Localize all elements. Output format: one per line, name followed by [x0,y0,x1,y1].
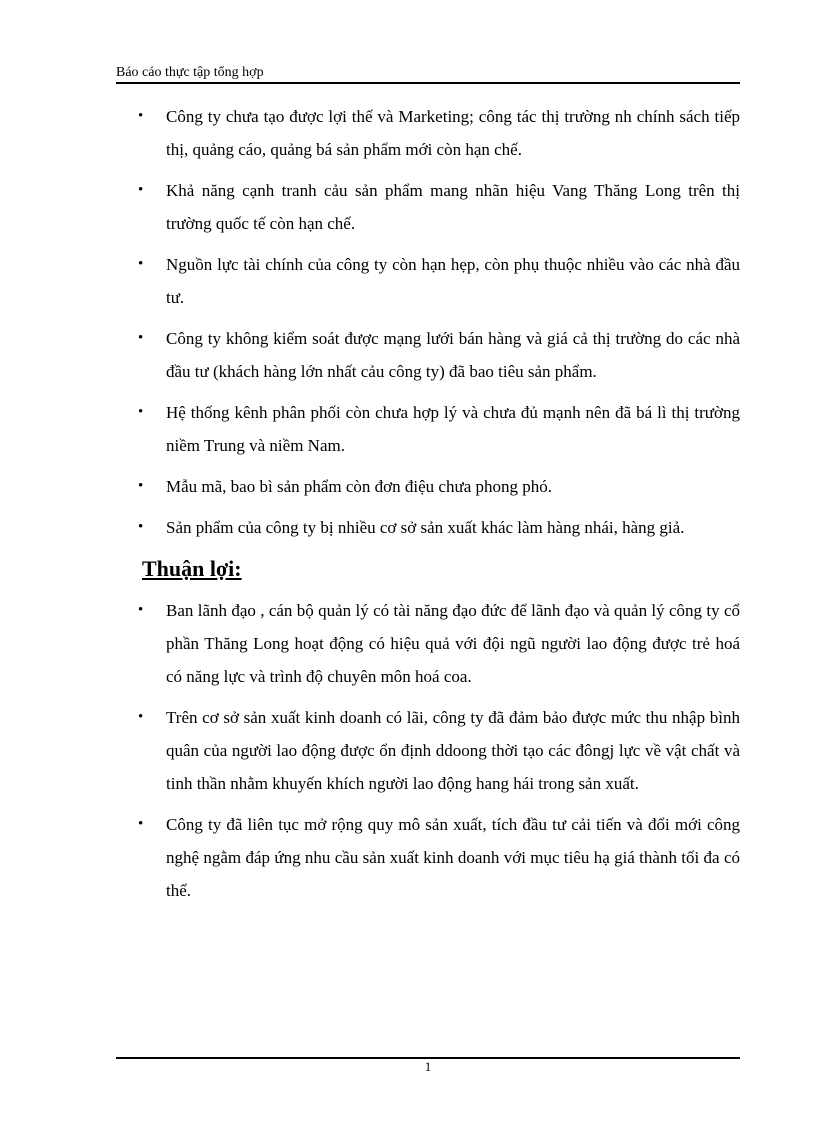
bullet-icon: • [138,478,144,494]
header-rule [116,82,740,84]
bullet-icon: • [138,330,144,346]
list-item [116,470,740,503]
bullet-icon: • [138,816,144,832]
document-body [116,100,740,915]
bullet-icon: • [138,519,144,535]
section-heading-advantages: Thuận lợi: [142,556,242,581]
list-item-text: Hệ thống kênh phân phối còn chưa hợp lý và chưa đủ mạnh nên đã bá lì thị trường niềm Trung và niềm Nam. [166,403,740,455]
bullet-icon: • [138,108,144,124]
advantages-list [116,594,740,907]
list-item [116,701,740,800]
page-number: 1 [424,1059,432,1074]
bullet-icon: • [138,256,144,272]
list-item [116,808,740,907]
bullet-icon: • [138,709,144,725]
list-item-text: Nguồn lực tài chính của công ty còn hạn hẹp, còn phụ thuộc nhiều vào các nhà đầu tư. [166,255,740,307]
list-item-text: Trên cơ sở sản xuất kinh doanh có lãi, công ty đã đảm bảo được mức thu nhập bình quân của người lao động được ổn định ddoong thời tạo các đôngj lực về vật chất và tinh thần nhằm khuyến khích người lao động hang hái trong sản xuất. [166,708,740,793]
bullet-icon: • [138,404,144,420]
list-item-text: Sản phẩm của công ty bị nhiều cơ sở sản xuất khác làm hàng nhái, hàng giả. [166,518,685,537]
list-item-text: Khả năng cạnh tranh cảu sản phẩm mang nhãn hiệu Vang Thăng Long trên thị trường quốc tế còn hạn chế. [166,181,740,233]
list-item [116,248,740,314]
list-item [116,174,740,240]
bullet-icon: • [138,602,144,618]
list-item [116,594,740,693]
bullet-icon: • [138,182,144,198]
list-item-text: Công ty chưa tạo được lợi thế và Marketing; công tác thị trường nh chính sách tiếp thị, quảng cáo, quảng bá sản phẩm mới còn hạn chế. [166,107,740,159]
list-item [116,322,740,388]
difficulties-list [116,100,740,544]
list-item-text: Công ty không kiểm soát được mạng lưới bán hàng và giá cả thị trường do các nhà đầu tư (khách hàng lớn nhất cảu công ty) đã bao tiêu sản phẩm. [166,329,740,381]
list-item-text: Công ty đã liên tục mở rộng quy mô sản xuất, tích đầu tư cải tiến và đổi mới công nghệ ngằm đáp ứng nhu cầu sản xuất kinh doanh với mục tiêu hạ giá thành tối đa có thể. [166,815,740,900]
list-item [116,511,740,544]
list-item [116,100,740,166]
list-item-text: Ban lãnh đạo , cán bộ quản lý có tài năng đạo đức để lãnh đạo và quản lý công ty cổ phần Thăng Long hoạt động có hiệu quả với đội ngũ người lao động được trẻ hoá có năng lực và trình độ chuyên môn hoá coa. [166,601,740,686]
list-item-text: Mẫu mã, bao bì sản phẩm còn đơn điệu chưa phong phó. [166,477,552,496]
list-item [116,396,740,462]
page-header: Báo cáo thực tập tổng hợp [116,65,264,80]
